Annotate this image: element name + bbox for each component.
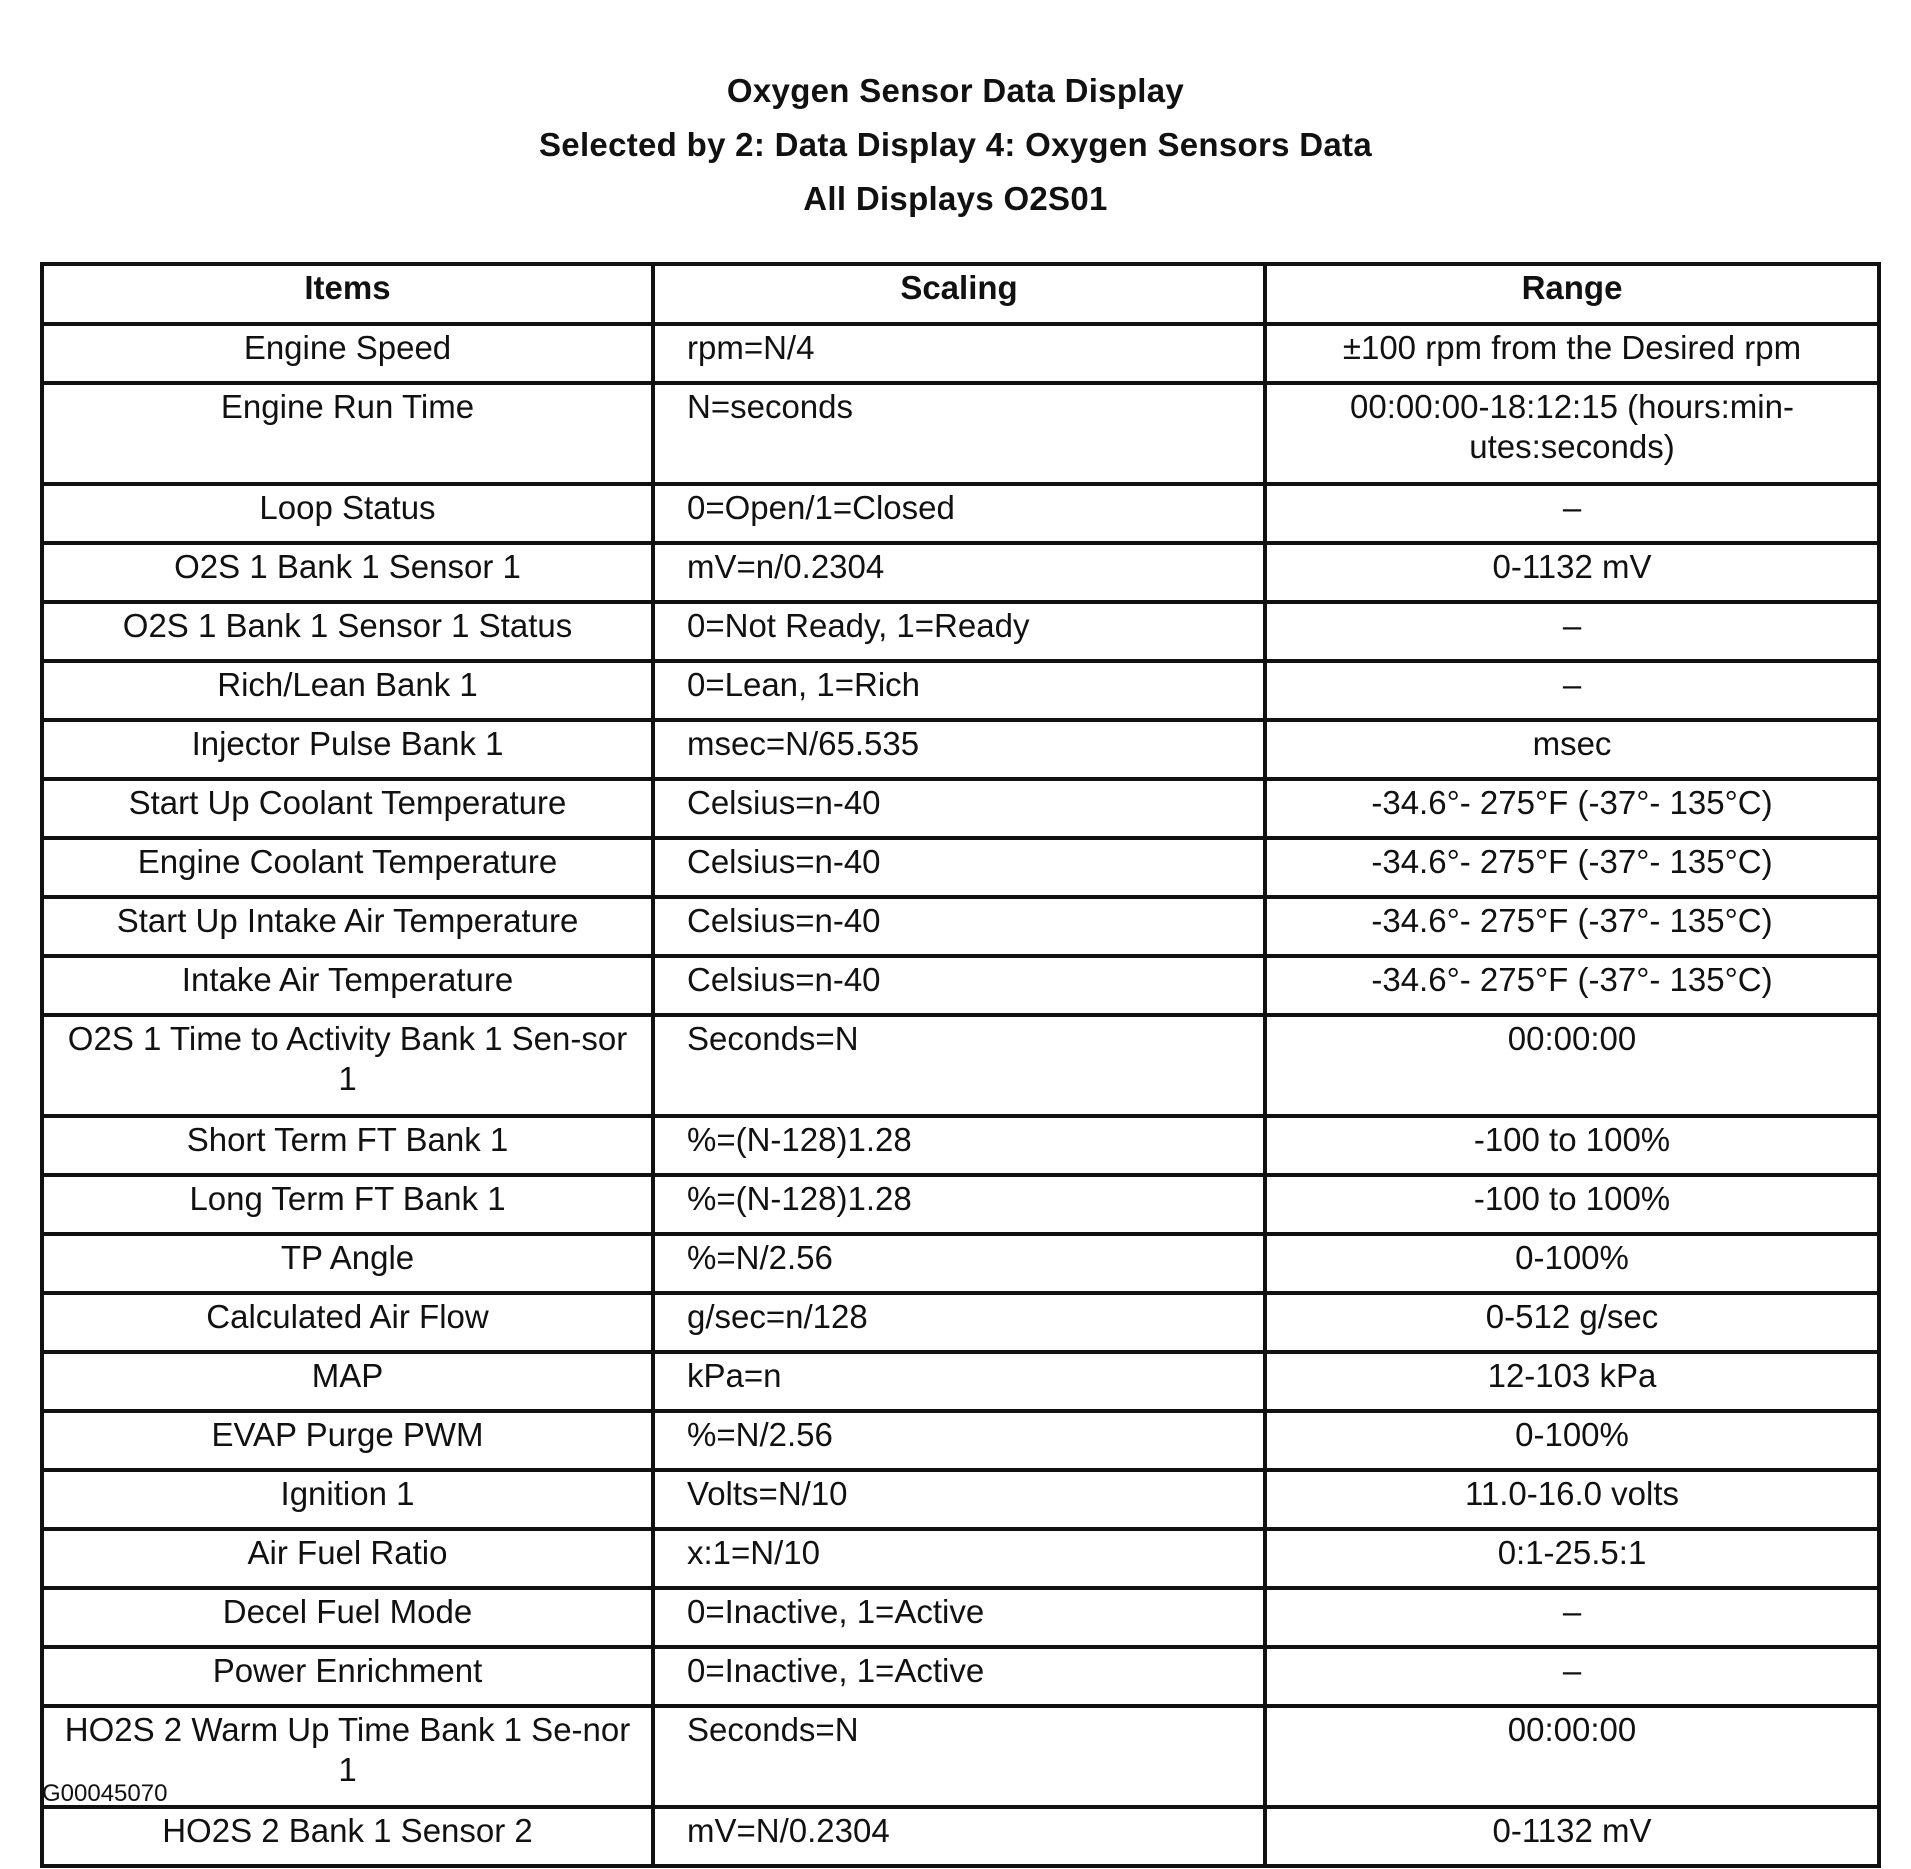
- range-cell: 0-512 g/sec: [1265, 1293, 1879, 1352]
- range-cell: –: [1265, 602, 1879, 661]
- item-cell: O2S 1 Bank 1 Sensor 1: [42, 543, 653, 602]
- item-cell: Rich/Lean Bank 1: [42, 661, 653, 720]
- table-row: [42, 661, 1879, 720]
- item-cell: O2S 1 Bank 1 Sensor 1 Status: [42, 602, 653, 661]
- item-cell: TP Angle: [42, 1234, 653, 1293]
- table-row: [42, 543, 1879, 602]
- table-row: [42, 1470, 1879, 1529]
- scaling-cell: 0=Open/1=Closed: [653, 484, 1265, 543]
- table-row: [42, 383, 1879, 484]
- item-cell: Loop Status: [42, 484, 653, 543]
- scaling-cell: mV=N/0.2304: [653, 1807, 1265, 1866]
- item-cell: Decel Fuel Mode: [42, 1588, 653, 1647]
- range-cell: -34.6°- 275°F (-37°- 135°C): [1265, 897, 1879, 956]
- header-items: Items: [42, 264, 653, 324]
- range-cell: 0-1132 mV: [1265, 1807, 1879, 1866]
- scaling-cell: 0=Lean, 1=Rich: [653, 661, 1265, 720]
- range-cell: 0-100%: [1265, 1234, 1879, 1293]
- scaling-cell: Seconds=N: [653, 1706, 1265, 1807]
- item-cell: Power Enrichment: [42, 1647, 653, 1706]
- table-row: [42, 1293, 1879, 1352]
- scaling-cell: Celsius=n-40: [653, 838, 1265, 897]
- scaling-cell: %=N/2.56: [653, 1234, 1265, 1293]
- item-cell: Engine Run Time: [42, 383, 653, 484]
- table-row: [42, 1116, 1879, 1175]
- table-row: [42, 1706, 1879, 1807]
- title-line-1: Oxygen Sensor Data Display: [726, 72, 1185, 109]
- range-cell: -34.6°- 275°F (-37°- 135°C): [1265, 838, 1879, 897]
- item-cell: Short Term FT Bank 1: [42, 1116, 653, 1175]
- table-row: [42, 1175, 1879, 1234]
- scaling-cell: 0=Not Ready, 1=Ready: [653, 602, 1265, 661]
- table-row: [42, 1411, 1879, 1470]
- item-cell: Injector Pulse Bank 1: [42, 720, 653, 779]
- range-cell: ±100 rpm from the Desired rpm: [1265, 324, 1879, 383]
- item-cell: O2S 1 Time to Activity Bank 1 Sen-sor 1: [42, 1015, 653, 1116]
- scaling-cell: x:1=N/10: [653, 1529, 1265, 1588]
- scaling-cell: 0=Inactive, 1=Active: [653, 1588, 1265, 1647]
- table-row: [42, 838, 1879, 897]
- table-row: [42, 324, 1879, 383]
- sensor-data-table: [40, 262, 1881, 1868]
- item-cell: Calculated Air Flow: [42, 1293, 653, 1352]
- scaling-cell: Celsius=n-40: [653, 956, 1265, 1015]
- scaling-cell: Celsius=n-40: [653, 897, 1265, 956]
- range-cell: -34.6°- 275°F (-37°- 135°C): [1265, 956, 1879, 1015]
- header-scaling: Scaling: [653, 264, 1265, 324]
- table-row: [42, 1015, 1879, 1116]
- item-cell: HO2S 2 Bank 1 Sensor 2: [42, 1807, 653, 1866]
- item-cell: Engine Coolant Temperature: [42, 838, 653, 897]
- item-cell: Long Term FT Bank 1: [42, 1175, 653, 1234]
- scaling-cell: %=(N-128)1.28: [653, 1175, 1265, 1234]
- header-range: Range: [1265, 264, 1879, 324]
- scaling-cell: msec=N/65.535: [653, 720, 1265, 779]
- title-line-2: Selected by 2: Data Display 4: Oxygen Sensors Data: [539, 126, 1372, 163]
- table-row: [42, 720, 1879, 779]
- table-row: [42, 779, 1879, 838]
- scaling-cell: Seconds=N: [653, 1015, 1265, 1116]
- table-row: [42, 1807, 1879, 1866]
- range-cell: -34.6°- 275°F (-37°- 135°C): [1265, 779, 1879, 838]
- range-cell: 0:1-25.5:1: [1265, 1529, 1879, 1588]
- table-row: [42, 484, 1879, 543]
- range-cell: 00:00:00: [1265, 1015, 1879, 1116]
- scaling-cell: Celsius=n-40: [653, 779, 1265, 838]
- item-cell: EVAP Purge PWM: [42, 1411, 653, 1470]
- range-cell: –: [1265, 1647, 1879, 1706]
- item-cell: HO2S 2 Warm Up Time Bank 1 Se-nor 1: [42, 1706, 653, 1807]
- range-cell: –: [1265, 1588, 1879, 1647]
- range-cell: –: [1265, 484, 1879, 543]
- scaling-cell: mV=n/0.2304: [653, 543, 1265, 602]
- table-row: [42, 897, 1879, 956]
- range-cell: 11.0-16.0 volts: [1265, 1470, 1879, 1529]
- item-cell: Intake Air Temperature: [42, 956, 653, 1015]
- title-line-3: All Displays O2S01: [803, 180, 1108, 217]
- table-row: [42, 602, 1879, 661]
- table-header-row: [42, 264, 1879, 324]
- range-cell: –: [1265, 661, 1879, 720]
- scaling-cell: %=N/2.56: [653, 1411, 1265, 1470]
- scaling-cell: Volts=N/10: [653, 1470, 1265, 1529]
- item-cell: MAP: [42, 1352, 653, 1411]
- table-row: [42, 1352, 1879, 1411]
- table-row: [42, 956, 1879, 1015]
- scaling-cell: rpm=N/4: [653, 324, 1265, 383]
- item-cell: Engine Speed: [42, 324, 653, 383]
- scaling-cell: N=seconds: [653, 383, 1265, 484]
- item-cell: Start Up Coolant Temperature: [42, 779, 653, 838]
- table-row: [42, 1647, 1879, 1706]
- figure-id: G00045070: [42, 1780, 168, 1807]
- range-cell: -100 to 100%: [1265, 1175, 1879, 1234]
- range-cell: 00:00:00-18:12:15 (hours:min-utes:seconds): [1265, 383, 1879, 484]
- scaling-cell: g/sec=n/128: [653, 1293, 1265, 1352]
- range-cell: 12-103 kPa: [1265, 1352, 1879, 1411]
- range-cell: 00:00:00: [1265, 1706, 1879, 1807]
- item-cell: Ignition 1: [42, 1470, 653, 1529]
- scaling-cell: %=(N-128)1.28: [653, 1116, 1265, 1175]
- document-title: [0, 64, 1911, 226]
- range-cell: -100 to 100%: [1265, 1116, 1879, 1175]
- table-row: [42, 1234, 1879, 1293]
- table-row: [42, 1588, 1879, 1647]
- item-cell: Start Up Intake Air Temperature: [42, 897, 653, 956]
- scaling-cell: kPa=n: [653, 1352, 1265, 1411]
- table-row: [42, 1529, 1879, 1588]
- range-cell: msec: [1265, 720, 1879, 779]
- range-cell: 0-100%: [1265, 1411, 1879, 1470]
- scaling-cell: 0=Inactive, 1=Active: [653, 1647, 1265, 1706]
- item-cell: Air Fuel Ratio: [42, 1529, 653, 1588]
- range-cell: 0-1132 mV: [1265, 543, 1879, 602]
